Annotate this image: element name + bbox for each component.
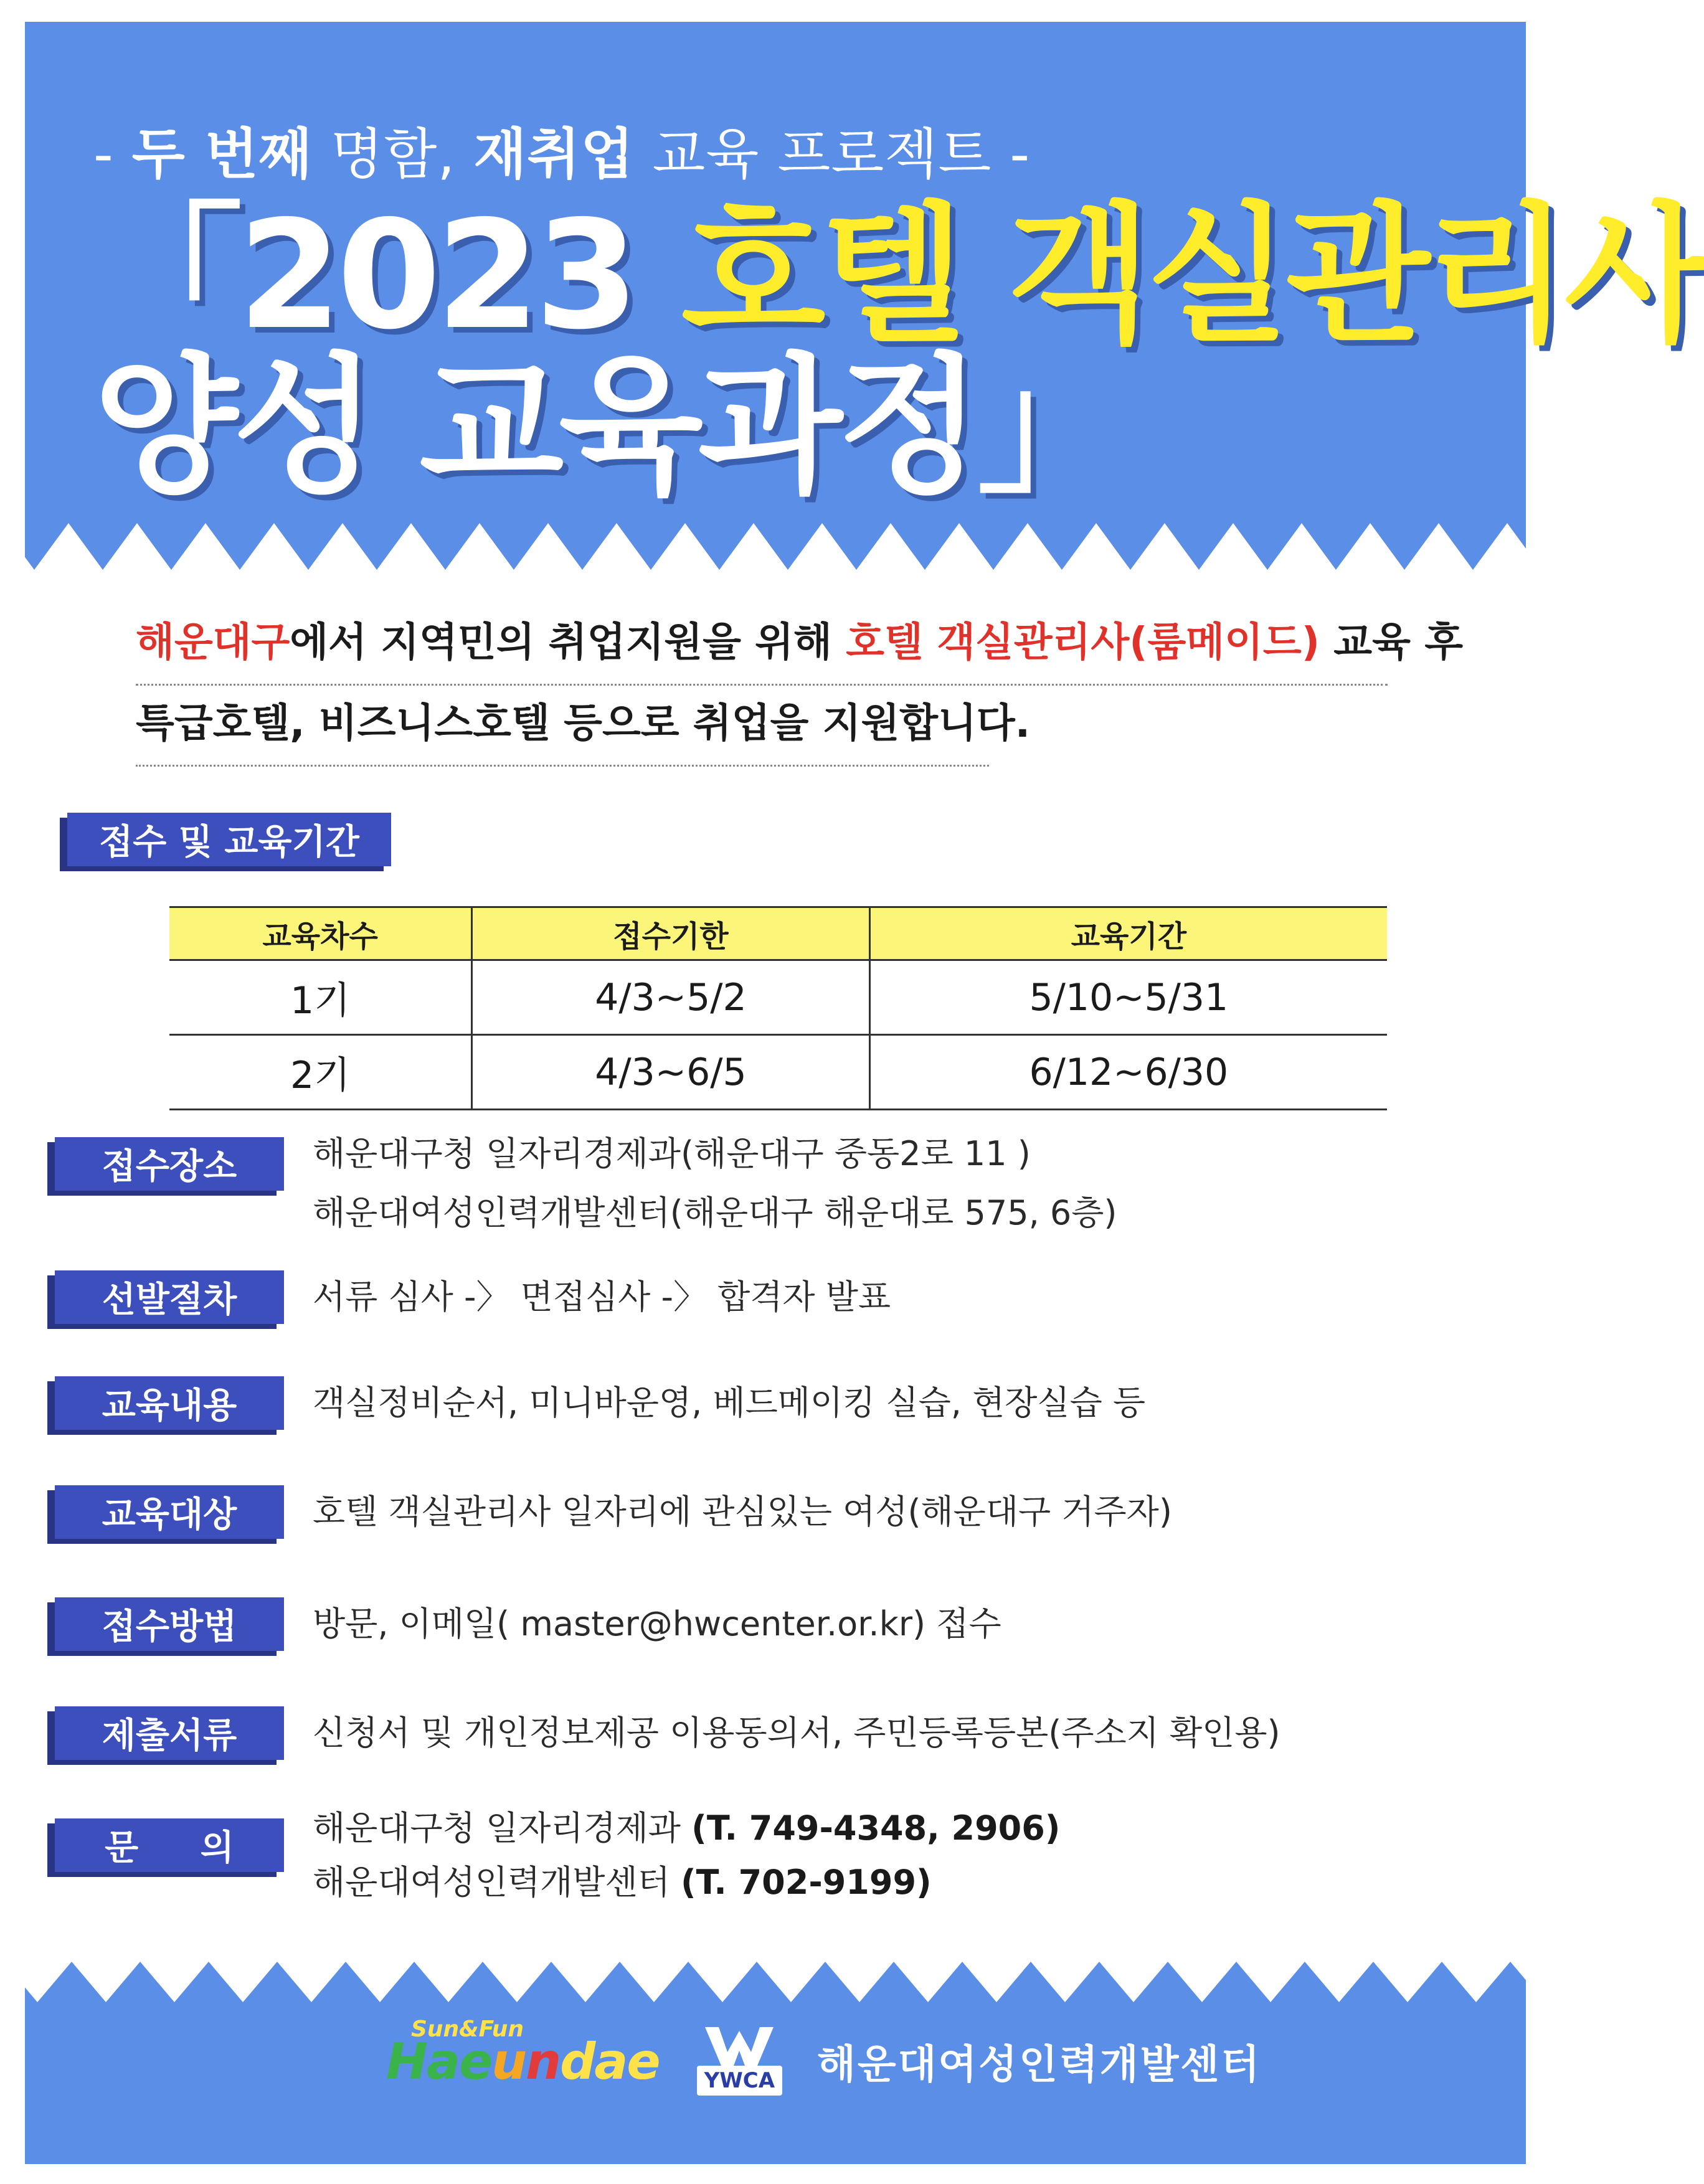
documents-label: 제출서류: [55, 1706, 284, 1760]
ywca-logo-text: YWCA: [697, 2066, 782, 2096]
place-line-2: 해운대여성인력개발센터(해운대구 해운대로 575, 6층): [313, 1193, 1117, 1232]
ywca-logo: [697, 2027, 782, 2096]
schedule-cell-period: 5/10~5/31: [869, 960, 1387, 1035]
poster-subtitle: - 두 번째 명함, 재취업 교육 프로젝트 -: [93, 122, 1031, 186]
schedule-table: [169, 906, 1387, 1110]
content-label: 교육내용: [55, 1376, 284, 1430]
schedule-header-deadline: 접수기한: [472, 907, 869, 960]
contact-line-2: 해운대여성인력개발센터 (T. 702-9199): [313, 1863, 932, 1902]
footer-center-name: 해운대여성인력개발센터: [817, 2042, 1262, 2088]
footer: [386, 2016, 1262, 2096]
intro-line-1: 해운대구에서 지역민의 취업지원을 위해 호텔 객실관리사(룸메이드) 교육 후: [136, 610, 1388, 686]
schedule-cell-round: 2기: [169, 1035, 472, 1110]
poster-title-line1: 「2023 호텔 객실관리사: [93, 188, 1704, 362]
table-row: [169, 1035, 1387, 1110]
table-row: [169, 960, 1387, 1035]
haeundae-logo-tagline: Sun&Fun: [411, 2016, 524, 2042]
documents-value: 신청서 및 개인정보제공 이용동의서, 주민등록등본(주소지 확인용): [313, 1713, 1280, 1752]
intro-line-2: 특급호텔, 비즈니스호텔 등으로 취업을 지원합니다.: [136, 691, 989, 767]
place-label: 접수장소: [55, 1137, 284, 1191]
contact-line-1: 해운대구청 일자리경제과 (T. 749-4348, 2906): [313, 1808, 1061, 1848]
ywca-w-icon: [705, 2027, 774, 2066]
target-value: 호텔 객실관리사 일자리에 관심있는 여성(해운대구 거주자): [313, 1492, 1172, 1531]
haeundae-logo-text: Haeundae: [386, 2032, 660, 2091]
schedule-label: 접수 및 교육기간: [67, 813, 391, 866]
selection-label: 선발절차: [55, 1270, 284, 1324]
schedule-header-period: 교육기간: [869, 907, 1387, 960]
selection-value: 서류 심사 -〉 면접심사 -〉 합격자 발표: [313, 1277, 891, 1317]
schedule-header-round: 교육차수: [169, 907, 472, 960]
method-value: 방문, 이메일( master@hwcenter.or.kr) 접수: [313, 1604, 1001, 1643]
poster-title-line2: 양성 교육과정」: [93, 339, 1122, 514]
schedule-cell-deadline: 4/3~5/2: [472, 960, 869, 1035]
schedule-cell-round: 1기: [169, 960, 472, 1035]
zigzag-top-edge: [0, 511, 1545, 573]
content-value: 객실정비순서, 미니바운영, 베드메이킹 실습, 현장실습 등: [313, 1383, 1146, 1422]
schedule-cell-period: 6/12~6/30: [869, 1035, 1387, 1110]
method-label: 접수방법: [55, 1597, 284, 1651]
haeundae-logo: [386, 2016, 660, 2091]
zigzag-bottom-edge: [0, 1959, 1545, 2015]
place-line-1: 해운대구청 일자리경제과(해운대구 중동2로 11 ): [313, 1134, 1031, 1173]
schedule-header-row: [169, 907, 1387, 960]
contact-label: 문 의: [55, 1818, 284, 1872]
schedule-cell-deadline: 4/3~6/5: [472, 1035, 869, 1110]
target-label: 교육대상: [55, 1485, 284, 1539]
